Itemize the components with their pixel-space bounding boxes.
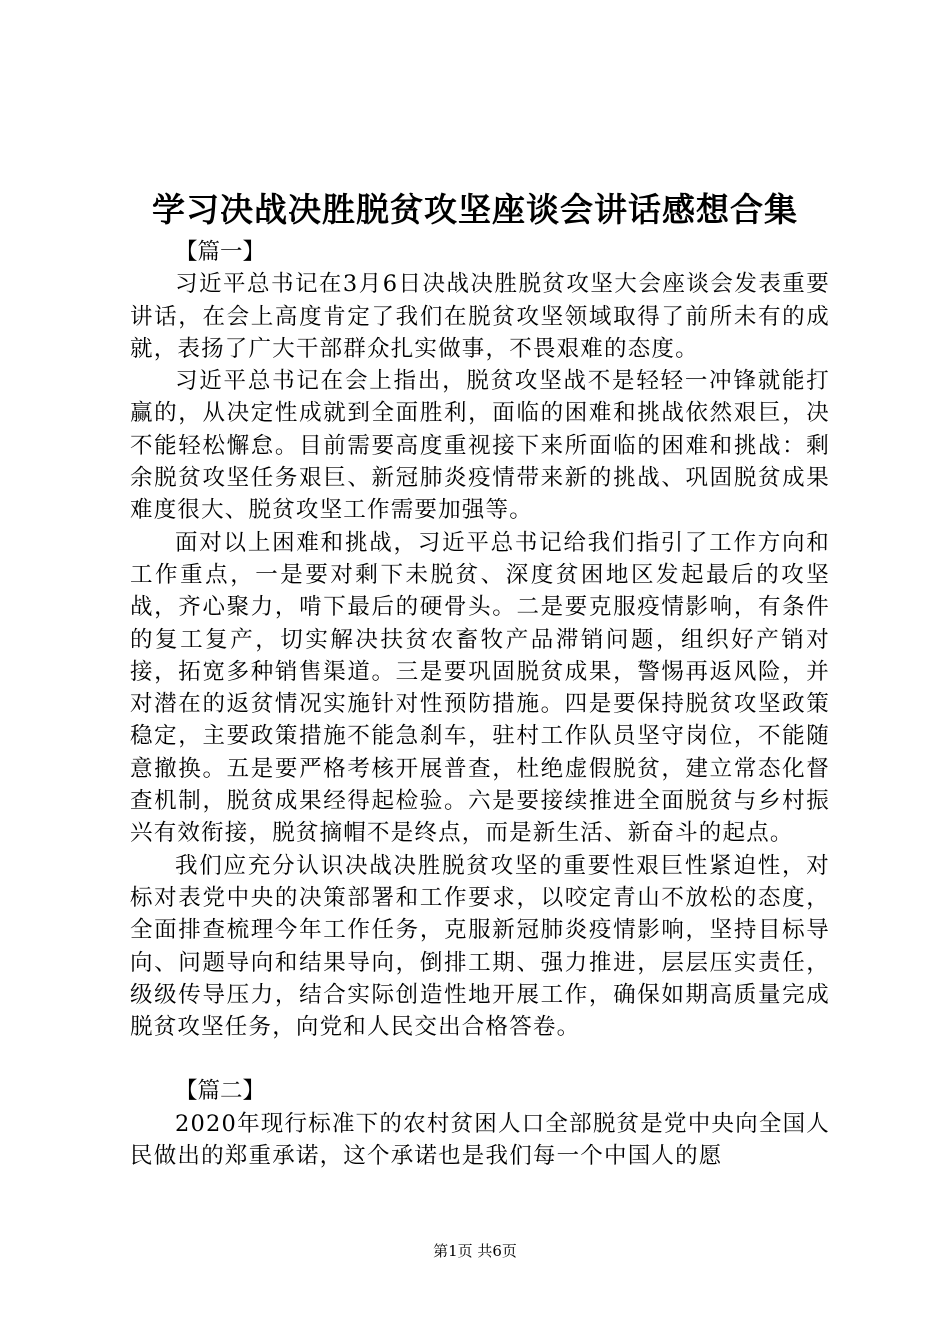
section-heading: 【篇二】 [175,1078,266,1105]
page-footer [0,1241,950,1261]
paragraph: 习近平总书记在会上指出，脱贫攻坚战不是轻轻一冲锋就能打赢的，从决定性成就到全面胜利，面临的困难和挑战依然艰巨，决不能轻松懈怠。目前需要高度重视接下来所面临的困难和挑战：剩余脱贫攻坚任务艰巨、新冠肺炎疫情带来新的挑战、巩固脱贫成果难度很大、脱贫攻坚工作需要加强等。 [130,368,830,524]
paragraph: 我们应充分认识决战决胜脱贫攻坚的重要性艰巨性紧迫性，对标对表党中央的决策部署和工作要求，以咬定青山不放松的态度，全面排查梳理今年工作任务，克服新冠肺炎疫情影响，坚持目标导向、问题导向和结果导向，倒排工期、强力推进，层层压实责任，级级传导压力，结合实际创造性地开展工作，确保如期高质量完成脱贫攻坚任务，向党和人民交出合格答卷。 [130,852,830,1041]
document-body [130,236,830,1172]
section-heading: 【篇一】 [175,239,266,265]
paragraph: 2020年现行标准下的农村贫困人口全部脱贫是党中央向全国人民做出的郑重承诺，这个承诺也是我们每一个中国人的愿 [130,1110,830,1170]
section-spacer [130,1043,830,1075]
document-title: 学习决战决胜脱贫攻坚座谈会讲话感想合集 [152,190,798,229]
paragraph: 面对以上困难和挑战，习近平总书记给我们指引了工作方向和工作重点，一是要对剩下未脱贫、深度贫困地区发起最后的攻坚战，齐心聚力，啃下最后的硬骨头。二是要克服疫情影响，有条件的复工复产，切实解决扶贫农畜牧产品滞销问题，组织好产销对接，拓宽多种销售渠道。三是要巩固脱贫成果，警惕再返风险，并对潜在的返贫情况实施针对性预防措施。四是要保持脱贫攻坚政策稳定，主要政策措施不能急刹车，驻村工作队员坚守岗位，不能随意撤换。五是要严格考核开展普查，杜绝虚假脱贫，建立常态化督查机制，脱贫成果经得起检验。六是要接续推进全面脱贫与乡村振兴有效衔接，脱贫摘帽不是终点，而是新生活、新奋斗的起点。 [130,529,830,847]
page-number: 第1页 共6页 [433,1242,517,1260]
section-2 [130,1075,830,1172]
paragraph: 习近平总书记在3月6日决战决胜脱贫攻坚大会座谈会发表重要讲话，在会上高度肯定了我们在脱贫攻坚领域取得了前所未有的成就，表扬了广大干部群众扎实做事，不畏艰难的态度。 [130,271,830,362]
section-1 [130,236,830,1043]
